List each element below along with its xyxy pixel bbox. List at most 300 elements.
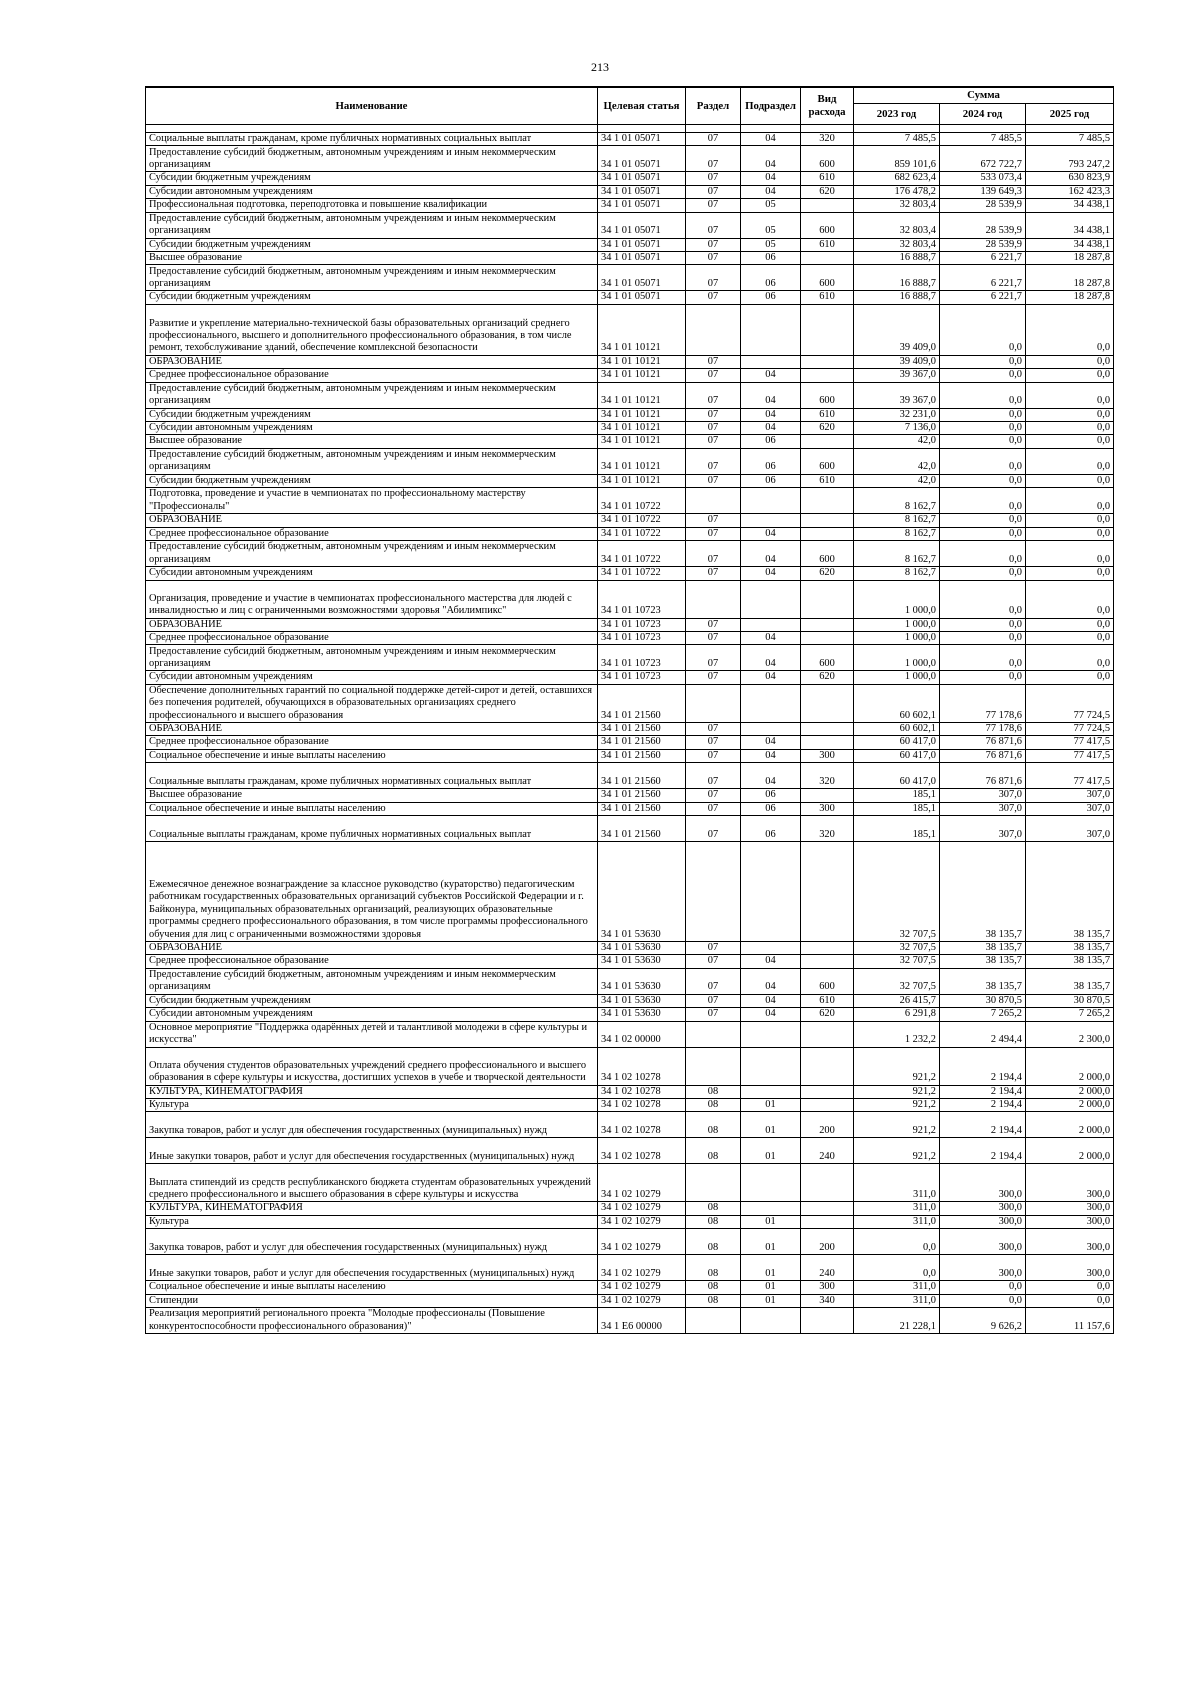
row-sum-2023: 16 888,7	[854, 291, 940, 304]
row-subsection: 06	[741, 815, 801, 841]
row-sum-2025: 77 724,5	[1026, 684, 1114, 722]
row-target-code: 34 1 01 10121	[598, 382, 686, 408]
row-section: 08	[686, 1281, 741, 1294]
row-sum-2023: 1 000,0	[854, 580, 940, 618]
row-target-code: 34 1 01 10723	[598, 580, 686, 618]
row-expense-type	[801, 1099, 854, 1112]
table-row	[146, 448, 1114, 474]
row-expense-type	[801, 1215, 854, 1228]
row-sum-2025: 30 870,5	[1026, 994, 1114, 1007]
row-sum-2023: 921,2	[854, 1085, 940, 1098]
table-row	[146, 1215, 1114, 1228]
row-section: 07	[686, 448, 741, 474]
row-subsection: 04	[741, 369, 801, 382]
row-target-code: 34 1 01 05071	[598, 172, 686, 185]
row-subsection: 04	[741, 736, 801, 749]
row-subsection: 04	[741, 422, 801, 435]
row-target-code: 34 1 01 10723	[598, 645, 686, 671]
row-subsection: 04	[741, 382, 801, 408]
row-target-code: 34 1 02 10278	[598, 1085, 686, 1098]
row-target-code: 34 1 01 05071	[598, 212, 686, 238]
row-target-code: 34 1 01 53630	[598, 994, 686, 1007]
row-sum-2025: 793 247,2	[1026, 146, 1114, 172]
row-target-code: 34 1 01 21560	[598, 763, 686, 789]
row-section: 08	[686, 1138, 741, 1164]
row-section	[686, 580, 741, 618]
row-expense-type: 620	[801, 185, 854, 198]
row-section: 07	[686, 474, 741, 487]
row-sum-2023: 32 803,4	[854, 199, 940, 212]
row-target-code: 34 1 01 10723	[598, 618, 686, 631]
row-name: КУЛЬТУРА, КИНЕМАТОГРАФИЯ	[146, 1085, 598, 1098]
row-expense-type	[801, 955, 854, 968]
row-sum-2024: 300,0	[940, 1255, 1026, 1281]
row-section: 07	[686, 355, 741, 368]
row-sum-2023: 1 000,0	[854, 631, 940, 644]
row-subsection	[741, 841, 801, 941]
row-sum-2023: 8 162,7	[854, 527, 940, 540]
row-name: Субсидии автономным учреждениям	[146, 1008, 598, 1021]
row-target-code: 34 1 01 53630	[598, 968, 686, 994]
row-target-code: 34 1 01 10722	[598, 488, 686, 514]
row-section	[686, 1021, 741, 1047]
row-subsection	[741, 355, 801, 368]
table-row	[146, 422, 1114, 435]
table-row	[146, 265, 1114, 291]
row-expense-type	[801, 1164, 854, 1202]
row-expense-type: 610	[801, 291, 854, 304]
row-expense-type: 620	[801, 422, 854, 435]
row-expense-type	[801, 304, 854, 355]
row-expense-type: 300	[801, 749, 854, 762]
row-subsection	[741, 488, 801, 514]
row-target-code: 34 1 02 10279	[598, 1215, 686, 1228]
table-row	[146, 408, 1114, 421]
row-name: Субсидии бюджетным учреждениям	[146, 172, 598, 185]
row-sum-2024: 307,0	[940, 789, 1026, 802]
row-sum-2023: 1 000,0	[854, 618, 940, 631]
row-sum-2023: 185,1	[854, 789, 940, 802]
row-sum-2025: 7 265,2	[1026, 1008, 1114, 1021]
row-sum-2024: 77 178,6	[940, 722, 1026, 735]
budget-table	[145, 86, 1114, 1334]
row-subsection: 06	[741, 448, 801, 474]
row-subsection: 04	[741, 146, 801, 172]
row-sum-2024: 0,0	[940, 382, 1026, 408]
row-section	[686, 125, 741, 133]
table-row	[146, 736, 1114, 749]
row-target-code: 34 1 01 05071	[598, 265, 686, 291]
row-sum-2025: 77 417,5	[1026, 763, 1114, 789]
row-sum-2025: 34 438,1	[1026, 212, 1114, 238]
header-expense-type: Вид расхода	[801, 87, 854, 125]
header-target: Целевая статья	[598, 87, 686, 125]
row-subsection: 01	[741, 1215, 801, 1228]
table-row	[146, 841, 1114, 941]
row-name: Социальное обеспечение и иные выплаты населению	[146, 749, 598, 762]
row-name: Предоставление субсидий бюджетным, автономным учреждениям и иным некоммерческим организациям	[146, 382, 598, 408]
row-name: Закупка товаров, работ и услуг для обеспечения государственных (муниципальных) нужд	[146, 1229, 598, 1255]
row-sum-2024: 0,0	[940, 355, 1026, 368]
row-section: 07	[686, 369, 741, 382]
row-target-code: 34 1 01 10121	[598, 448, 686, 474]
row-name: Субсидии бюджетным учреждениям	[146, 408, 598, 421]
row-sum-2024: 0,0	[940, 541, 1026, 567]
row-name: Предоставление субсидий бюджетным, автономным учреждениям и иным некоммерческим организациям	[146, 212, 598, 238]
row-sum-2023: 21 228,1	[854, 1308, 940, 1334]
row-expense-type	[801, 355, 854, 368]
row-section: 08	[686, 1229, 741, 1255]
table-row	[146, 1138, 1114, 1164]
row-subsection: 04	[741, 763, 801, 789]
row-name: Среднее профессиональное образование	[146, 736, 598, 749]
row-sum-2023: 32 803,4	[854, 212, 940, 238]
row-expense-type: 200	[801, 1112, 854, 1138]
row-expense-type: 610	[801, 172, 854, 185]
table-row	[146, 1099, 1114, 1112]
row-name: Закупка товаров, работ и услуг для обеспечения государственных (муниципальных) нужд	[146, 1112, 598, 1138]
row-expense-type	[801, 252, 854, 265]
row-sum-2024: 38 135,7	[940, 955, 1026, 968]
row-subsection: 04	[741, 1008, 801, 1021]
table-row	[146, 185, 1114, 198]
row-sum-2023: 859 101,6	[854, 146, 940, 172]
row-section: 07	[686, 382, 741, 408]
row-sum-2023: 1 000,0	[854, 645, 940, 671]
row-subsection: 01	[741, 1294, 801, 1307]
row-name: Иные закупки товаров, работ и услуг для обеспечения государственных (муниципальных) нужд	[146, 1138, 598, 1164]
row-sum-2025: 307,0	[1026, 789, 1114, 802]
row-sum-2025: 2 000,0	[1026, 1099, 1114, 1112]
row-subsection	[741, 1021, 801, 1047]
table-row	[146, 1281, 1114, 1294]
row-sum-2023: 42,0	[854, 474, 940, 487]
row-subsection: 06	[741, 802, 801, 815]
row-sum-2023: 185,1	[854, 815, 940, 841]
row-name: Среднее профессиональное образование	[146, 527, 598, 540]
row-sum-2023: 32 707,5	[854, 955, 940, 968]
row-sum-2025: 0,0	[1026, 422, 1114, 435]
row-sum-2024: 2 194,4	[940, 1099, 1026, 1112]
row-sum-2024: 0,0	[940, 488, 1026, 514]
row-name: Предоставление субсидий бюджетным, автономным учреждениям и иным некоммерческим организациям	[146, 146, 598, 172]
row-sum-2023: 32 231,0	[854, 408, 940, 421]
row-sum-2025: 2 300,0	[1026, 1021, 1114, 1047]
row-expense-type	[801, 527, 854, 540]
row-name: Предоставление субсидий бюджетным, автономным учреждениям и иным некоммерческим организациям	[146, 265, 598, 291]
row-name: Ежемесячное денежное вознаграждение за классное руководство (кураторство) педагогическим работникам государственных образовательных организаций субъектов Российской Федерации и г. Байконура, муниципальных образовательных организаций, реализующих образовательные программы среднего профессионального образования, в том числе программы профессионального обучения для лиц с ограниченными возможностями здоровья	[146, 841, 598, 941]
row-section: 07	[686, 146, 741, 172]
row-sum-2025: 300,0	[1026, 1202, 1114, 1215]
row-target-code: 34 1 01 05071	[598, 238, 686, 251]
row-section: 07	[686, 422, 741, 435]
row-sum-2023: 32 707,5	[854, 841, 940, 941]
row-name: Культура	[146, 1215, 598, 1228]
row-sum-2025: 0,0	[1026, 435, 1114, 448]
row-name: Социальные выплаты гражданам, кроме публичных нормативных социальных выплат	[146, 763, 598, 789]
row-target-code: 34 1 01 10121	[598, 369, 686, 382]
row-sum-2025: 11 157,6	[1026, 1308, 1114, 1334]
row-sum-2025: 34 438,1	[1026, 199, 1114, 212]
table-row	[146, 815, 1114, 841]
row-sum-2025: 0,0	[1026, 541, 1114, 567]
row-sum-2025: 38 135,7	[1026, 941, 1114, 954]
row-sum-2023: 42,0	[854, 448, 940, 474]
table-row	[146, 125, 1114, 133]
table-row	[146, 238, 1114, 251]
row-sum-2024: 0,0	[940, 631, 1026, 644]
row-section	[686, 1308, 741, 1334]
row-subsection	[741, 1308, 801, 1334]
row-section: 07	[686, 435, 741, 448]
row-sum-2024: 300,0	[940, 1164, 1026, 1202]
row-section: 07	[686, 941, 741, 954]
row-target-code: 34 1 02 00000	[598, 1021, 686, 1047]
row-name: Предоставление субсидий бюджетным, автономным учреждениям и иным некоммерческим организациям	[146, 541, 598, 567]
table-row	[146, 684, 1114, 722]
row-sum-2023: 185,1	[854, 802, 940, 815]
row-sum-2023: 921,2	[854, 1099, 940, 1112]
row-sum-2023: 1 000,0	[854, 671, 940, 684]
row-section: 07	[686, 789, 741, 802]
row-sum-2024: 0,0	[940, 448, 1026, 474]
row-target-code: 34 1 01 10723	[598, 631, 686, 644]
row-subsection: 04	[741, 994, 801, 1007]
row-sum-2024: 533 073,4	[940, 172, 1026, 185]
row-name: Предоставление субсидий бюджетным, автономным учреждениям и иным некоммерческим организациям	[146, 968, 598, 994]
row-sum-2023: 60 417,0	[854, 736, 940, 749]
row-target-code: 34 1 02 10278	[598, 1047, 686, 1085]
row-sum-2023: 8 162,7	[854, 567, 940, 580]
row-sum-2025: 0,0	[1026, 474, 1114, 487]
row-section: 07	[686, 749, 741, 762]
row-subsection: 06	[741, 291, 801, 304]
table-row	[146, 1047, 1114, 1085]
row-sum-2024: 672 722,7	[940, 146, 1026, 172]
row-subsection: 04	[741, 671, 801, 684]
row-sum-2023: 42,0	[854, 435, 940, 448]
row-section: 08	[686, 1294, 741, 1307]
row-sum-2024: 9 626,2	[940, 1308, 1026, 1334]
row-expense-type: 600	[801, 541, 854, 567]
row-sum-2025: 2 000,0	[1026, 1085, 1114, 1098]
row-subsection	[741, 125, 801, 133]
row-sum-2024: 0,0	[940, 1294, 1026, 1307]
row-sum-2023: 60 417,0	[854, 763, 940, 789]
row-expense-type: 240	[801, 1255, 854, 1281]
row-sum-2023: 1 232,2	[854, 1021, 940, 1047]
row-name: Предоставление субсидий бюджетным, автономным учреждениям и иным некоммерческим организациям	[146, 448, 598, 474]
header-subsection: Подраздел	[741, 87, 801, 125]
table-row	[146, 369, 1114, 382]
row-sum-2023: 60 602,1	[854, 684, 940, 722]
row-sum-2024: 0,0	[940, 435, 1026, 448]
row-name: Среднее профессиональное образование	[146, 369, 598, 382]
row-sum-2023: 8 162,7	[854, 514, 940, 527]
row-target-code: 34 1 01 05071	[598, 199, 686, 212]
row-target-code	[598, 125, 686, 133]
row-sum-2025: 2 000,0	[1026, 1138, 1114, 1164]
table-row	[146, 199, 1114, 212]
table-row	[146, 212, 1114, 238]
row-section: 07	[686, 567, 741, 580]
row-target-code: 34 1 01 10121	[598, 474, 686, 487]
row-sum-2025: 0,0	[1026, 671, 1114, 684]
row-section: 08	[686, 1099, 741, 1112]
row-sum-2024: 38 135,7	[940, 841, 1026, 941]
table-row	[146, 631, 1114, 644]
table-row	[146, 435, 1114, 448]
row-name: Организация, проведение и участие в чемпионатах профессионального мастерства для людей с инвалидностью и лиц с ограниченными возможностями здоровья "Абилимпикс"	[146, 580, 598, 618]
row-subsection: 01	[741, 1255, 801, 1281]
row-sum-2025: 0,0	[1026, 514, 1114, 527]
row-subsection: 04	[741, 955, 801, 968]
row-expense-type: 600	[801, 448, 854, 474]
row-sum-2024: 38 135,7	[940, 941, 1026, 954]
row-section: 08	[686, 1202, 741, 1215]
row-sum-2025: 18 287,8	[1026, 252, 1114, 265]
row-section: 07	[686, 291, 741, 304]
table-row	[146, 252, 1114, 265]
row-sum-2023: 921,2	[854, 1112, 940, 1138]
row-expense-type: 200	[801, 1229, 854, 1255]
row-sum-2024: 7 265,2	[940, 1008, 1026, 1021]
row-target-code: 34 1 01 05071	[598, 146, 686, 172]
row-sum-2024: 0,0	[940, 618, 1026, 631]
row-sum-2023: 0,0	[854, 1229, 940, 1255]
row-expense-type	[801, 369, 854, 382]
row-sum-2025: 162 423,3	[1026, 185, 1114, 198]
row-sum-2024: 0,0	[940, 369, 1026, 382]
row-target-code: 34 1 02 10279	[598, 1202, 686, 1215]
row-sum-2025: 0,0	[1026, 382, 1114, 408]
table-row	[146, 146, 1114, 172]
row-sum-2024: 38 135,7	[940, 968, 1026, 994]
row-sum-2025: 77 417,5	[1026, 736, 1114, 749]
row-sum-2024: 307,0	[940, 815, 1026, 841]
row-sum-2023: 32 707,5	[854, 968, 940, 994]
row-subsection: 01	[741, 1112, 801, 1138]
row-sum-2025: 0,0	[1026, 618, 1114, 631]
row-target-code: 34 1 01 53630	[598, 941, 686, 954]
row-sum-2023: 8 162,7	[854, 541, 940, 567]
row-subsection: 04	[741, 408, 801, 421]
row-target-code: 34 1 01 53630	[598, 955, 686, 968]
table-row	[146, 645, 1114, 671]
row-expense-type	[801, 1021, 854, 1047]
table-row	[146, 1164, 1114, 1202]
row-sum-2025: 0,0	[1026, 1294, 1114, 1307]
table-row	[146, 355, 1114, 368]
row-section	[686, 841, 741, 941]
row-sum-2025: 7 485,5	[1026, 133, 1114, 146]
row-name: ОБРАЗОВАНИЕ	[146, 514, 598, 527]
row-expense-type	[801, 1085, 854, 1098]
row-section	[686, 488, 741, 514]
row-subsection: 04	[741, 567, 801, 580]
row-sum-2024: 76 871,6	[940, 736, 1026, 749]
row-expense-type: 620	[801, 1008, 854, 1021]
row-section: 07	[686, 815, 741, 841]
row-name	[146, 125, 598, 133]
row-sum-2023: 16 888,7	[854, 252, 940, 265]
row-name: Высшее образование	[146, 252, 598, 265]
row-subsection	[741, 618, 801, 631]
row-sum-2024: 28 539,9	[940, 212, 1026, 238]
row-sum-2025: 0,0	[1026, 408, 1114, 421]
row-expense-type	[801, 125, 854, 133]
row-section: 08	[686, 1255, 741, 1281]
row-section: 07	[686, 671, 741, 684]
row-section: 07	[686, 212, 741, 238]
row-sum-2023: 921,2	[854, 1047, 940, 1085]
row-expense-type	[801, 618, 854, 631]
row-section: 07	[686, 802, 741, 815]
row-section	[686, 684, 741, 722]
row-expense-type: 600	[801, 645, 854, 671]
row-section: 07	[686, 955, 741, 968]
table-row	[146, 474, 1114, 487]
table-row	[146, 382, 1114, 408]
row-expense-type	[801, 1047, 854, 1085]
row-expense-type: 610	[801, 474, 854, 487]
row-name: Социальное обеспечение и иные выплаты населению	[146, 802, 598, 815]
row-sum-2023: 311,0	[854, 1202, 940, 1215]
row-sum-2025: 0,0	[1026, 645, 1114, 671]
row-section: 07	[686, 199, 741, 212]
table-row	[146, 1021, 1114, 1047]
row-sum-2023: 32 707,5	[854, 941, 940, 954]
row-name: Субсидии автономным учреждениям	[146, 567, 598, 580]
row-subsection: 01	[741, 1281, 801, 1294]
row-section: 07	[686, 514, 741, 527]
table-row	[146, 1255, 1114, 1281]
row-section	[686, 1047, 741, 1085]
row-sum-2023: 311,0	[854, 1215, 940, 1228]
table-row	[146, 514, 1114, 527]
row-expense-type: 620	[801, 567, 854, 580]
row-target-code: 34 1 01 05071	[598, 291, 686, 304]
row-sum-2023: 921,2	[854, 1138, 940, 1164]
row-name: Иные закупки товаров, работ и услуг для обеспечения государственных (муниципальных) нужд	[146, 1255, 598, 1281]
row-sum-2023: 311,0	[854, 1281, 940, 1294]
row-sum-2024: 0,0	[940, 422, 1026, 435]
row-sum-2025: 0,0	[1026, 580, 1114, 618]
row-expense-type	[801, 199, 854, 212]
row-sum-2025: 77 417,5	[1026, 749, 1114, 762]
row-sum-2024: 0,0	[940, 527, 1026, 540]
row-sum-2023: 39 409,0	[854, 304, 940, 355]
row-target-code: 34 1 02 10278	[598, 1138, 686, 1164]
row-sum-2024: 2 194,4	[940, 1047, 1026, 1085]
row-section: 07	[686, 631, 741, 644]
row-section	[686, 304, 741, 355]
header-sum: Сумма	[854, 87, 1114, 104]
row-subsection: 05	[741, 238, 801, 251]
row-target-code: 34 1 01 53630	[598, 841, 686, 941]
row-name: Среднее профессиональное образование	[146, 631, 598, 644]
row-target-code: 34 1 01 10121	[598, 408, 686, 421]
row-name: Субсидии автономным учреждениям	[146, 422, 598, 435]
row-sum-2025	[1026, 125, 1114, 133]
row-expense-type: 600	[801, 968, 854, 994]
row-expense-type	[801, 631, 854, 644]
row-target-code: 34 1 01 10722	[598, 541, 686, 567]
row-section: 07	[686, 185, 741, 198]
row-name: Социальные выплаты гражданам, кроме публичных нормативных социальных выплат	[146, 815, 598, 841]
table-row	[146, 722, 1114, 735]
row-target-code: 34 1 01 21560	[598, 789, 686, 802]
